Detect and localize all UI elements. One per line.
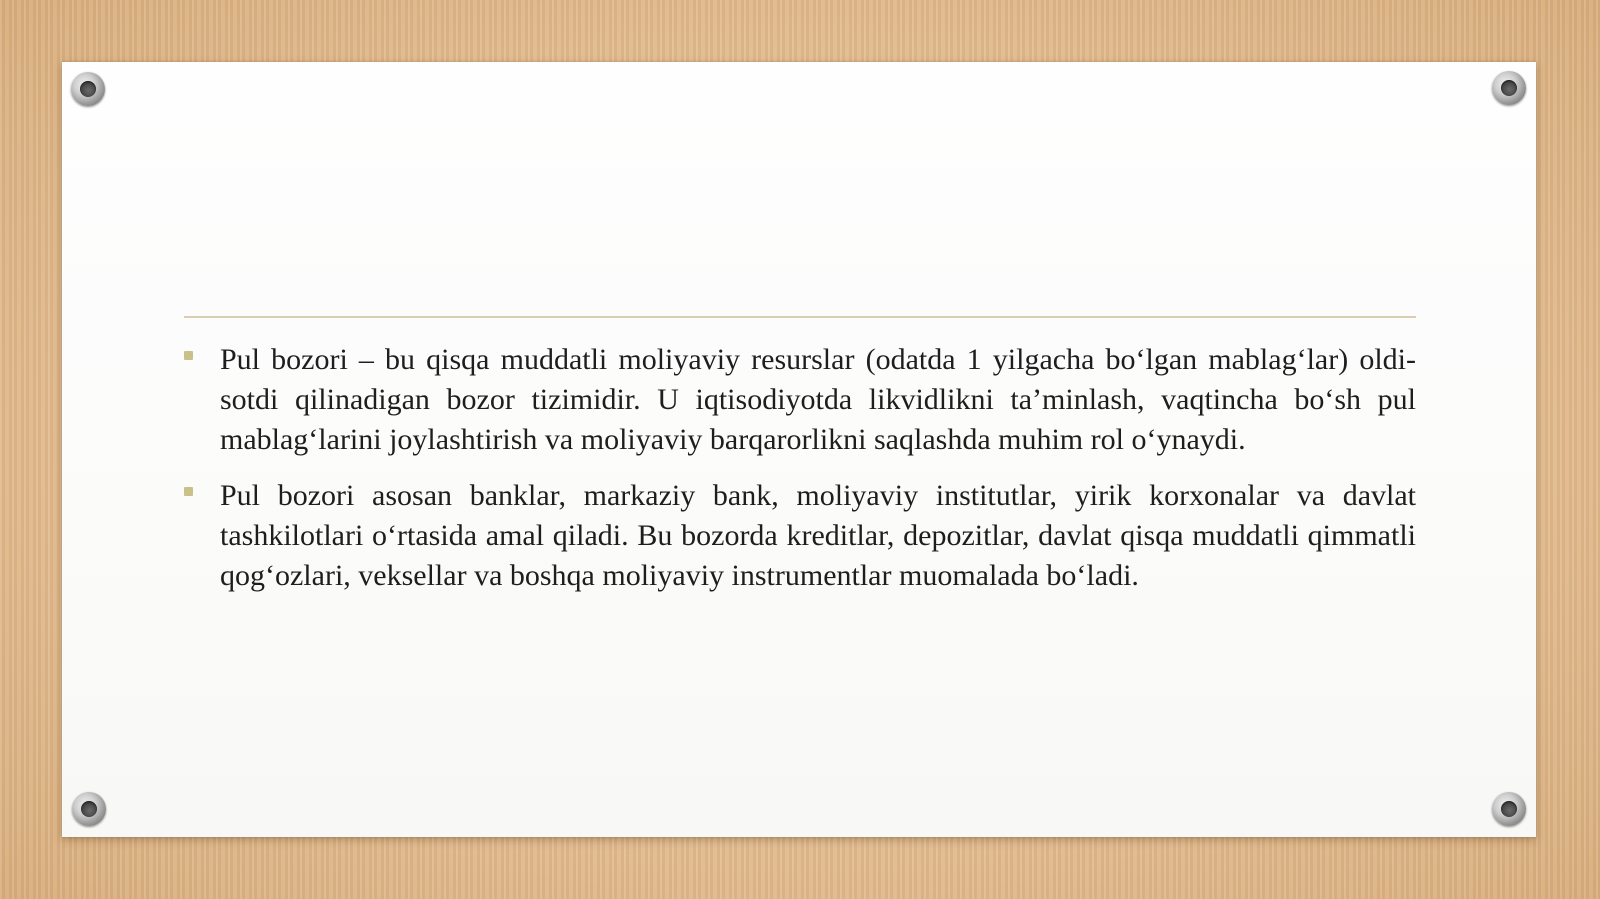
grommet-bottom-right-icon (1492, 792, 1526, 826)
grommet-bottom-left-icon (72, 792, 106, 826)
slide-paper (62, 62, 1536, 837)
slide-title-placeholder (184, 152, 1416, 302)
bullet-text: Pul bozori asosan banklar, markaziy bank, moliyaviy institutlar, yirik korxonalar va davlat tashkilotlari o‘rtasida amal qiladi. Bu bozorda kreditlar, depozitlar, davlat qisqa muddatli qimmatli qog‘ozlari, veksellar va boshqa moliyaviy instrumentlar muomalada bo‘ladi. (220, 479, 1416, 592)
bullet-list (184, 340, 1416, 612)
grommet-top-left-icon (71, 72, 105, 106)
square-bullet-icon (184, 351, 193, 360)
bullet-text: Pul bozori – bu qisqa muddatli moliyaviy resurslar (odatda 1 yilgacha bo‘lgan mablag‘lar) oldi-sotdi qilinadigan bozor tizimidir. U iqtisodiyotda likvidlikni ta’minlash, vaqtincha bo‘sh pul mablag‘larini joylashtirish va moliyaviy barqarorlikni saqlashda muhim rol o‘ynaydi. (220, 343, 1416, 456)
grommet-top-right-icon (1492, 71, 1526, 105)
square-bullet-icon (184, 487, 193, 496)
bullet-item (184, 340, 1416, 460)
bullet-item (184, 476, 1416, 596)
title-divider (184, 316, 1416, 318)
